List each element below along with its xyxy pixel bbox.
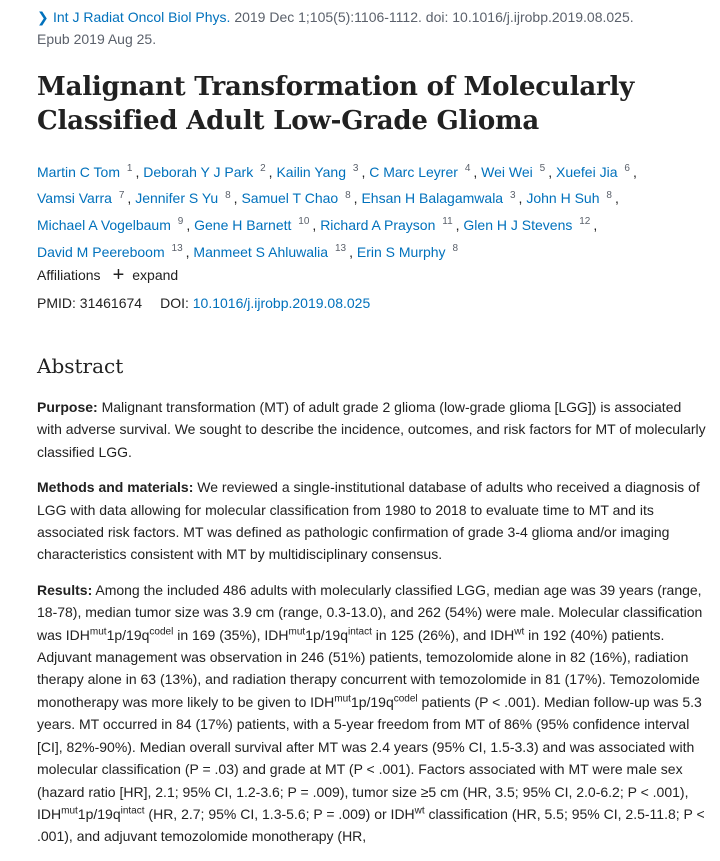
affiliation-number[interactable]: 4 xyxy=(464,163,471,174)
superscript: mut xyxy=(288,626,306,637)
chevron-right-icon[interactable]: ❯ xyxy=(37,9,49,25)
author xyxy=(37,190,131,206)
author xyxy=(37,217,190,233)
results-fragment: 1p/19q xyxy=(350,693,394,710)
affiliation-number[interactable]: 7 xyxy=(118,189,125,201)
affiliations-label: Affiliations xyxy=(37,267,101,283)
affiliation-number[interactable]: 8 xyxy=(345,189,351,201)
pmid xyxy=(37,292,142,314)
abstract-methods xyxy=(37,476,709,566)
author-separator: , xyxy=(233,190,238,207)
author-separator: , xyxy=(455,216,460,233)
author-name-link[interactable]: Glen H J Stevens xyxy=(463,216,573,233)
results-fragment: patients (P < .001). Median follow-up was 5.3 years. MT occurred in 84 (17%) patients, with a 5-year freedom from MT of 86% (95% confidence interval [CI], 82%-90%). Median overall survival after MT was 2.4 years (95% CI, 1.5-3.3) and was associated with molecular classification (P = .03) and grade at MT (P < .001). Factors associated with MT were male sex (hazard ratio [HR], 2.1; 95% CI, 1.2-3.6; P = .009), tumor size ≥5 cm (HR, 3.5; 95% CI, 2.0-6.2; P < .001), IDH xyxy=(37,693,702,822)
results-fragment: 1p/19q xyxy=(305,626,348,643)
citation-epub: Epub 2019 Aug 25. xyxy=(37,31,157,47)
abstract-body xyxy=(37,396,709,861)
superscript: mut xyxy=(89,626,107,637)
author-name-link[interactable]: Kailin Yang xyxy=(276,163,346,180)
author-separator: , xyxy=(349,243,353,260)
author xyxy=(241,190,357,206)
superscript: mut xyxy=(61,805,78,817)
author-separator: , xyxy=(632,163,637,180)
plus-icon: + xyxy=(112,264,125,286)
affiliation-number[interactable]: 5 xyxy=(539,163,546,174)
author xyxy=(37,244,190,260)
author-separator: , xyxy=(593,216,598,233)
author xyxy=(357,244,461,260)
purpose-text: Malignant transformation (MT) of adult grade 2 glioma (low-grade glioma [LGG]) is associated with adverse survival. We sought to describe the incidence, outcomes, and risk factors for MT of molecularly classified LGG. xyxy=(37,399,706,460)
affiliation-number[interactable]: 8 xyxy=(452,242,459,254)
superscript: codel xyxy=(393,693,418,705)
author xyxy=(481,164,552,180)
affiliation-number[interactable]: 13 xyxy=(171,242,183,254)
author-name-link[interactable]: Ehsan H Balagamwala xyxy=(361,190,504,207)
purpose-label: Purpose: xyxy=(37,399,98,415)
author-name-link[interactable]: Wei Wei xyxy=(481,163,533,180)
author-name-link[interactable]: Erin S Murphy xyxy=(356,243,446,260)
author xyxy=(556,164,637,180)
author-name-link[interactable]: Vamsi Varra xyxy=(37,190,112,207)
author-separator: , xyxy=(353,190,358,207)
author-name-link[interactable]: Xuefei Jia xyxy=(556,163,618,180)
citation xyxy=(37,6,707,50)
affiliation-number[interactable]: 8 xyxy=(606,189,612,201)
results-fragment: 1p/19q xyxy=(77,805,121,822)
author-name-link[interactable]: Manmeet S Ahluwalia xyxy=(193,243,329,260)
author xyxy=(37,164,139,180)
affiliation-number[interactable]: 9 xyxy=(177,216,184,228)
author xyxy=(135,190,237,206)
affiliation-number[interactable]: 8 xyxy=(225,189,231,201)
results-label: Results: xyxy=(37,581,93,598)
author-name-link[interactable]: John H Suh xyxy=(526,190,600,207)
abstract-results xyxy=(37,579,709,848)
author xyxy=(361,190,522,206)
doi-label: DOI: xyxy=(160,295,189,311)
author-separator: , xyxy=(185,243,190,260)
affiliation-number[interactable]: 11 xyxy=(442,216,453,228)
author xyxy=(276,164,365,180)
author-name-link[interactable]: Deborah Y J Park xyxy=(143,163,254,180)
doi-link[interactable]: 10.1016/j.ijrobp.2019.08.025 xyxy=(192,295,371,311)
author xyxy=(193,244,353,260)
results-text xyxy=(37,582,705,844)
author-separator: , xyxy=(312,216,317,233)
expand-label: expand xyxy=(132,267,179,283)
abstract-heading: Abstract xyxy=(37,354,124,378)
superscript: intact xyxy=(120,805,145,817)
affiliation-number[interactable]: 3 xyxy=(352,163,359,174)
article-title: Malignant Transformation of Molecularly Classified Adult Low-Grade Glioma xyxy=(37,72,635,136)
results-fragment: in 169 (35%), IDH xyxy=(173,626,289,643)
abstract-purpose xyxy=(37,396,709,463)
author xyxy=(143,164,272,180)
author-separator: , xyxy=(186,216,191,233)
author-name-link[interactable]: Richard A Prayson xyxy=(320,216,436,233)
author-name-link[interactable]: Samuel T Chao xyxy=(241,190,339,207)
superscript: mut xyxy=(334,693,351,705)
identifiers xyxy=(37,292,370,314)
author-separator: , xyxy=(473,163,478,180)
affiliation-number[interactable]: 12 xyxy=(579,216,591,228)
authors-list xyxy=(37,157,697,264)
author-separator: , xyxy=(614,190,619,207)
author-name-link[interactable]: Jennifer S Yu xyxy=(135,190,219,207)
affiliation-number[interactable]: 1 xyxy=(126,163,133,174)
author-name-link[interactable]: Gene H Barnett xyxy=(194,216,292,233)
results-fragment: classification (HR, 5.5; 95% CI, 2.5-11.8; P < .001), and adjuvant temozolomide monotherapy (HR, xyxy=(37,805,705,845)
results-fragment: in 192 (40%) patients. Adjuvant management was observation in 246 (51%) patients, temozolomide alone in 82 (16%), radiation therapy alone in 63 (13%), and radiation therapy concurrent with temozolomide in 81 (17%). Temozolomide monotherapy was more likely to be given to IDH xyxy=(37,626,700,710)
author-name-link[interactable]: C Marc Leyrer xyxy=(369,163,458,180)
superscript: codel xyxy=(149,626,174,637)
superscript: wt xyxy=(414,805,425,817)
author-separator: , xyxy=(361,163,366,180)
citation-details: 2019 Dec 1;105(5):1106-1112. doi: 10.1016/j.ijrobp.2019.08.025. xyxy=(234,9,634,25)
results-fragment: 1p/19q xyxy=(106,626,150,643)
author-separator: , xyxy=(548,163,553,180)
author-separator: , xyxy=(127,190,132,207)
affiliations-toggle[interactable] xyxy=(37,264,178,286)
author-separator: , xyxy=(518,190,523,207)
pmid-value: 31461674 xyxy=(79,295,143,311)
affiliation-number[interactable]: 3 xyxy=(509,189,516,201)
affiliation-number[interactable]: 2 xyxy=(260,163,266,174)
author-name-link[interactable]: Michael A Vogelbaum xyxy=(37,216,171,233)
author xyxy=(369,164,477,180)
methods-text: We reviewed a single-institutional database of adults who received a diagnosis of LGG with data allowing for molecular classification from 1980 to 2018 to evaluate time to MT and its associated risk factors. MT was defined as pathologic confirmation of grade 3-4 glioma and/or imaging characteristics consistent with MT by multidisciplinary consensus. xyxy=(37,479,700,563)
methods-label: Methods and materials: xyxy=(37,479,194,496)
author-separator: , xyxy=(268,163,273,180)
author xyxy=(526,190,619,206)
pmid-label: PMID: xyxy=(37,295,76,311)
affiliation-number[interactable]: 6 xyxy=(624,163,630,174)
author xyxy=(194,217,316,233)
author xyxy=(320,217,459,233)
results-fragment: in 125 (26%), and IDH xyxy=(371,626,515,643)
affiliation-number[interactable]: 10 xyxy=(298,216,310,228)
results-fragment: (HR, 2.7; 95% CI, 1.3-5.6; P = .009) or IDH xyxy=(144,805,415,822)
author-name-link[interactable]: David M Peereboom xyxy=(37,243,165,260)
author-separator: , xyxy=(135,163,140,180)
superscript: wt xyxy=(514,626,525,637)
journal-link[interactable]: Int J Radiat Oncol Biol Phys. xyxy=(53,9,231,25)
superscript: intact xyxy=(347,626,372,637)
affiliation-number[interactable]: 13 xyxy=(334,242,347,254)
results-fragment: Among the included 486 adults with molecularly classified LGG, median age was 39 years (range, 18-78), median tumor size was 3.9 cm (range, 0.3-13.0), and 262 (54%) were male. Molecular classification was IDH xyxy=(37,581,703,643)
doi xyxy=(160,292,370,314)
author-name-link[interactable]: Martin C Tom xyxy=(37,163,120,180)
author xyxy=(463,217,597,233)
